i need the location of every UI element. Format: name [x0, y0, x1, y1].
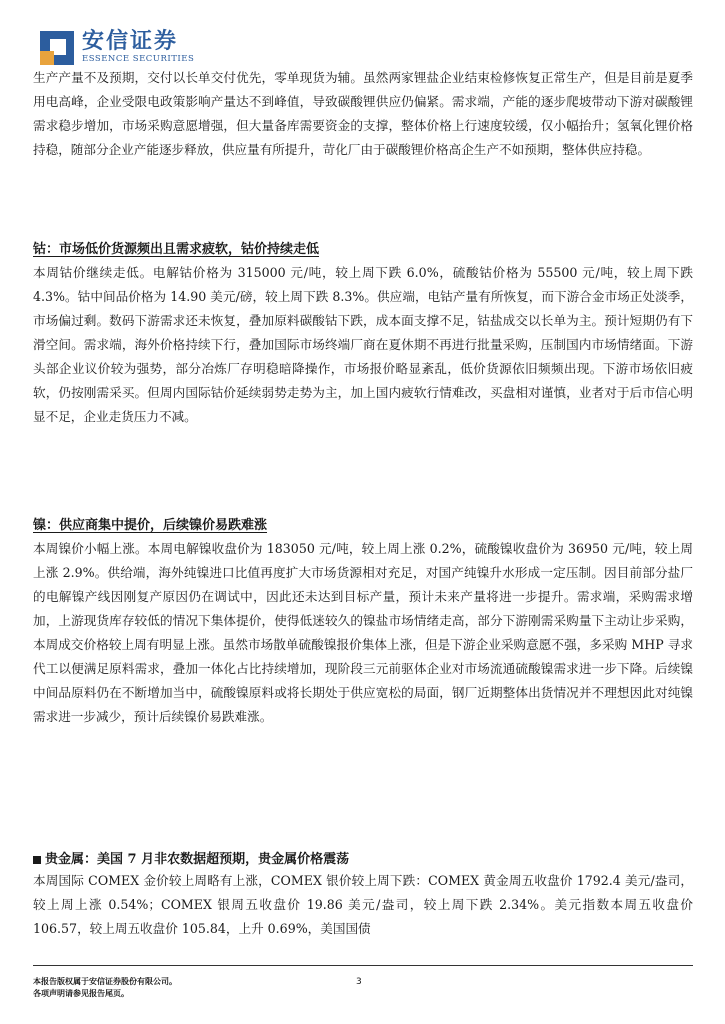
page-number: 3 — [356, 977, 362, 987]
nickel-section-title: 镍：供应商集中提价，后续镍价易跌难涨 — [33, 518, 268, 533]
footer-divider — [33, 965, 693, 966]
precious-metals-label: 贵金属： — [45, 852, 98, 867]
precious-metals-section-title — [33, 850, 349, 870]
brand-name-cn: 安信证券 — [82, 29, 179, 54]
nickel-paragraph: 本周镍价小幅上涨。本周电解镍收盘价为 183050 元/吨，较上周上涨 0.2%，硫酸镍收盘价为 36950 元/吨，较上周上涨 2.9%。供给端，海外纯镍进口比值再度扩大市场货源相对充足，对国产纯镍升水形成一定压制。因目前部分盐厂的电解镍产线因刚复产原因仍在调试中，因此还未达到目标产量，预计未来产量将进一步提升。需求端，采购需求增加，上游现货库存较低的情况下集体提价，使得低迷较久的镍盐市场情绪走高，部分下游刚需采购量下主动让步采购，本周成交价格较上周有明显上涨。虽然市场散单硫酸镍报价集体上涨，但是下游企业采购意愿不强，多采购 MHP 寻求代工以便满足原料需求，叠加一体化占比持续增加，现阶段三元前驱体企业对市场流通硫酸镍需求进一步下降。后续镍中间品原料仍在不断增加当中，硫酸镍原料或将长期处于供应宽松的局面，钢厂近期整体出货情况并不理想因此对纯镍需求进一步减少，预计后续镍价易跌难涨。 — [33, 541, 693, 724]
precious-metals-heading: 美国 7 月非农数据超预期，贵金属价格震荡 — [97, 852, 350, 867]
brand-name-en: ESSENCE SECURITIES — [82, 54, 195, 64]
footer-disclaimer-line-1: 本报告版权属于安信证券股份有限公司。 — [33, 976, 177, 986]
intro-paragraph: 生产产量不及预期，交付以长单交付优先，零单现货为辅。虽然两家锂盐企业结束检修恢复正常生产，但是目前是夏季用电高峰，企业受限电政策影响产量达不到峰值，导致碳酸锂供应仍偏紧。需求端，产能的逐步爬坡带动下游对碳酸锂需求稳步增加，市场采购意愿增强，但大量备库需要资金的支撑，整体价格上行速度较缓，仅小幅抬升；氢氧化锂价格持稳，随部分企业产能逐步释放，供应量有所提升，苛化厂由于碳酸锂价格高企生产不如预期，整体供应持稳。 — [33, 70, 693, 157]
logo-mark-icon — [40, 31, 74, 65]
cobalt-section-title: 钴：市场低价货源频出且需求疲软，钴价持续走低 — [33, 242, 320, 257]
footer-disclaimer-line-2: 各项声明请参见报告尾页。 — [33, 988, 129, 998]
cobalt-paragraph: 本周钴价继续走低。电解钴价格为 315000 元/吨，较上周下跌 6.0%，硫酸钴价格为 55500 元/吨，较上周下跌 4.3%。钴中间品价格为 14.90 美元/磅，较上周下跌 8.3%。供应端，电钴产量有所恢复，而下游合金市场正处淡季，市场偏过剩。数码下游需求还未恢复，叠加原料碳酸钴下跌，成本面支撑不足，钴盐成交以长单为主。预计短期仍有下滑空间。需求端，海外价格持续下行，叠加国际市场终端厂商在夏休期不再进行批量采购，压制国内市场情绪面。下游头部企业议价较为强势，部分冶炼厂存明稳暗降操作，市场报价略显紊乱，低价货源依旧频频出现。下游市场依旧疲软，仍按刚需采买。但周内国际钴价延续弱势走势为主，加上国内疲软行情难改，买盘相对谨慎，业者对于后市信心明显不足，企业走货压力不减。 — [33, 265, 693, 424]
company-logo — [40, 30, 194, 65]
bullet-square-icon — [33, 856, 41, 864]
footer-disclaimer — [33, 975, 177, 999]
precious-metals-paragraph: 本周国际 COMEX 金价较上周略有上涨，COMEX 银价较上周下跌：COMEX 黄金周五收盘价 1792.4 美元/盎司，较上周上涨 0.54%；COMEX 银周五收盘价 19.86 美元/盎司，较上周下跌 2.34%。美元指数本周五收盘价 106.57，较上周五收盘价 105.84，上升 0.69%，美国国债 — [33, 873, 693, 936]
